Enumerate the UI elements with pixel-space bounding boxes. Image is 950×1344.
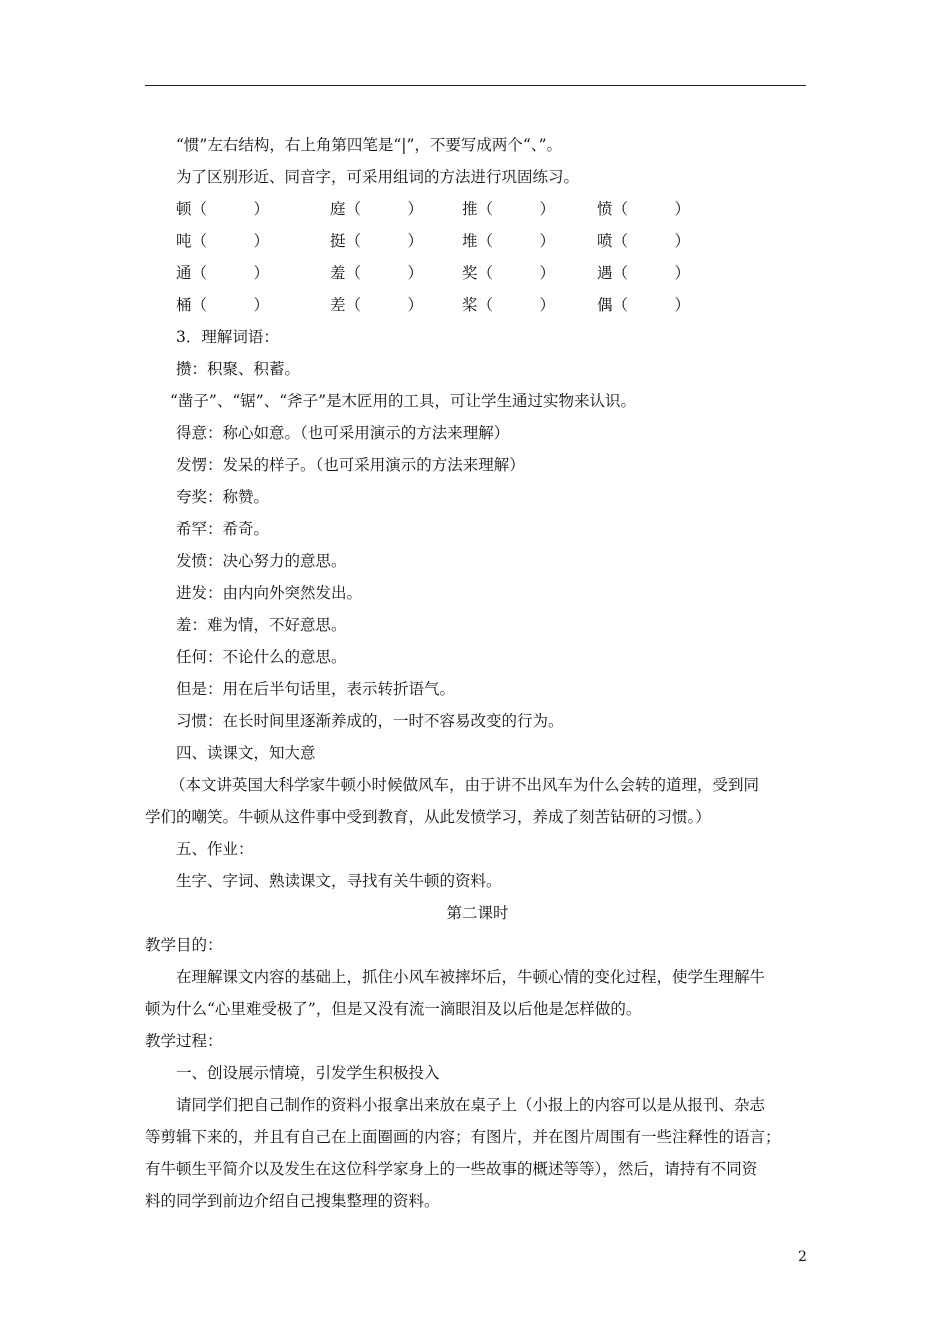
word-grid-row (176, 295, 736, 315)
goal-line: 顿为什么“心里难受极了”，但是又没有流一滴眼泪及以后他是怎样做的。 (145, 1000, 642, 1018)
process-line: 请同学们把自己制作的资料小报拿出来放在桌子上（小报上的内容可以是从报刊、杂志 (176, 1096, 766, 1114)
text-line: “惯”左右结构，右上角第四笔是“|”，不要写成两个“、”。 (176, 136, 563, 154)
grid-cell: 奖（ ） (462, 264, 556, 282)
process-line: 料的同学到前边介绍自己搜集整理的资料。 (145, 1192, 440, 1210)
vocab-item: 羞：难为情，不好意思。 (176, 616, 347, 634)
grid-cell: 桨（ ） (462, 296, 556, 314)
grid-cell: 顿（ ） (176, 200, 270, 218)
vocab-item: 攒：积聚、积蓄。 (176, 360, 301, 378)
process-line: 等剪辑下来的，并且有自己在上面圈画的内容；有图片，并在图片周围有一些注释性的语言； (145, 1128, 781, 1146)
word-grid-row (176, 263, 736, 283)
step-heading: 一、创设展示情境，引发学生积极投入 (176, 1064, 440, 1082)
section-heading: 3．理解词语： (176, 328, 279, 346)
grid-cell: 推（ ） (462, 200, 556, 218)
vocab-item: 得意：称心如意。（也可采用演示的方法来理解） (176, 424, 510, 442)
vocab-item: 发愤：决心努力的意思。 (176, 552, 347, 570)
grid-cell: 通（ ） (176, 264, 270, 282)
lesson-title: 第二课时 (446, 904, 509, 922)
vocab-item: 夸奖：称赞。 (176, 488, 270, 506)
goal-line: 在理解课文内容的基础上，抓住小风车被摔坏后，牛顿心情的变化过程，使学生理解牛 (176, 968, 766, 986)
grid-cell: 喷（ ） (597, 232, 691, 250)
section-heading: 四、读课文，知大意 (176, 744, 316, 762)
process-label: 教学过程： (145, 1032, 223, 1050)
header-rule (145, 85, 806, 86)
section-heading: 五、作业： (176, 840, 254, 858)
process-line: 有牛顿生平简介以及发生在这位科学家身上的一些故事的概述等等），然后，请持有不同资 (145, 1160, 758, 1178)
grid-cell: 遇（ ） (597, 264, 691, 282)
vocab-item: 进发：由内向外突然发出。 (176, 584, 363, 602)
vocab-item: 任何：不论什么的意思。 (176, 648, 347, 666)
grid-cell: 堆（ ） (462, 232, 556, 250)
word-grid-row (176, 199, 736, 219)
grid-cell: 挺（ ） (330, 232, 424, 250)
page-number: 2 (798, 1249, 807, 1265)
grid-cell: 偶（ ） (597, 296, 691, 314)
vocab-item: 但是：用在后半句话里，表示转折语气。 (176, 680, 456, 698)
homework-text: 生字、字词、熟读课文，寻找有关牛顿的资料。 (176, 872, 502, 890)
word-grid-row (176, 231, 736, 251)
grid-cell: 愤（ ） (597, 200, 691, 218)
grid-cell: 差（ ） (330, 296, 424, 314)
summary-line: 学们的嘲笑。牛顿从这件事中受到教育，从此发愤学习，养成了刻苦钻研的习惯。） (145, 808, 711, 826)
vocab-item: 发愣：发呆的样子。（也可采用演示的方法来理解） (176, 456, 525, 474)
grid-cell: 羞（ ） (330, 264, 424, 282)
summary-line: （本文讲英国大科学家牛顿小时候做风车，由于讲不出风车为什么会转的道理，受到同 (170, 776, 760, 794)
text-line: 为了区别形近、同音字，可采用组词的方法进行巩固练习。 (176, 168, 580, 186)
vocab-item: 希罕：希奇。 (176, 520, 270, 538)
vocab-item: 习惯：在长时间里逐渐养成的，一时不容易改变的行为。 (176, 712, 564, 730)
grid-cell: 吨（ ） (176, 232, 270, 250)
grid-cell: 桶（ ） (176, 296, 270, 314)
vocab-item: “凿子”、“锯”、“斧子”是木匠用的工具，可让学生通过实物来认识。 (170, 392, 637, 410)
goal-label: 教学目的： (145, 936, 223, 954)
grid-cell: 庭（ ） (330, 200, 424, 218)
